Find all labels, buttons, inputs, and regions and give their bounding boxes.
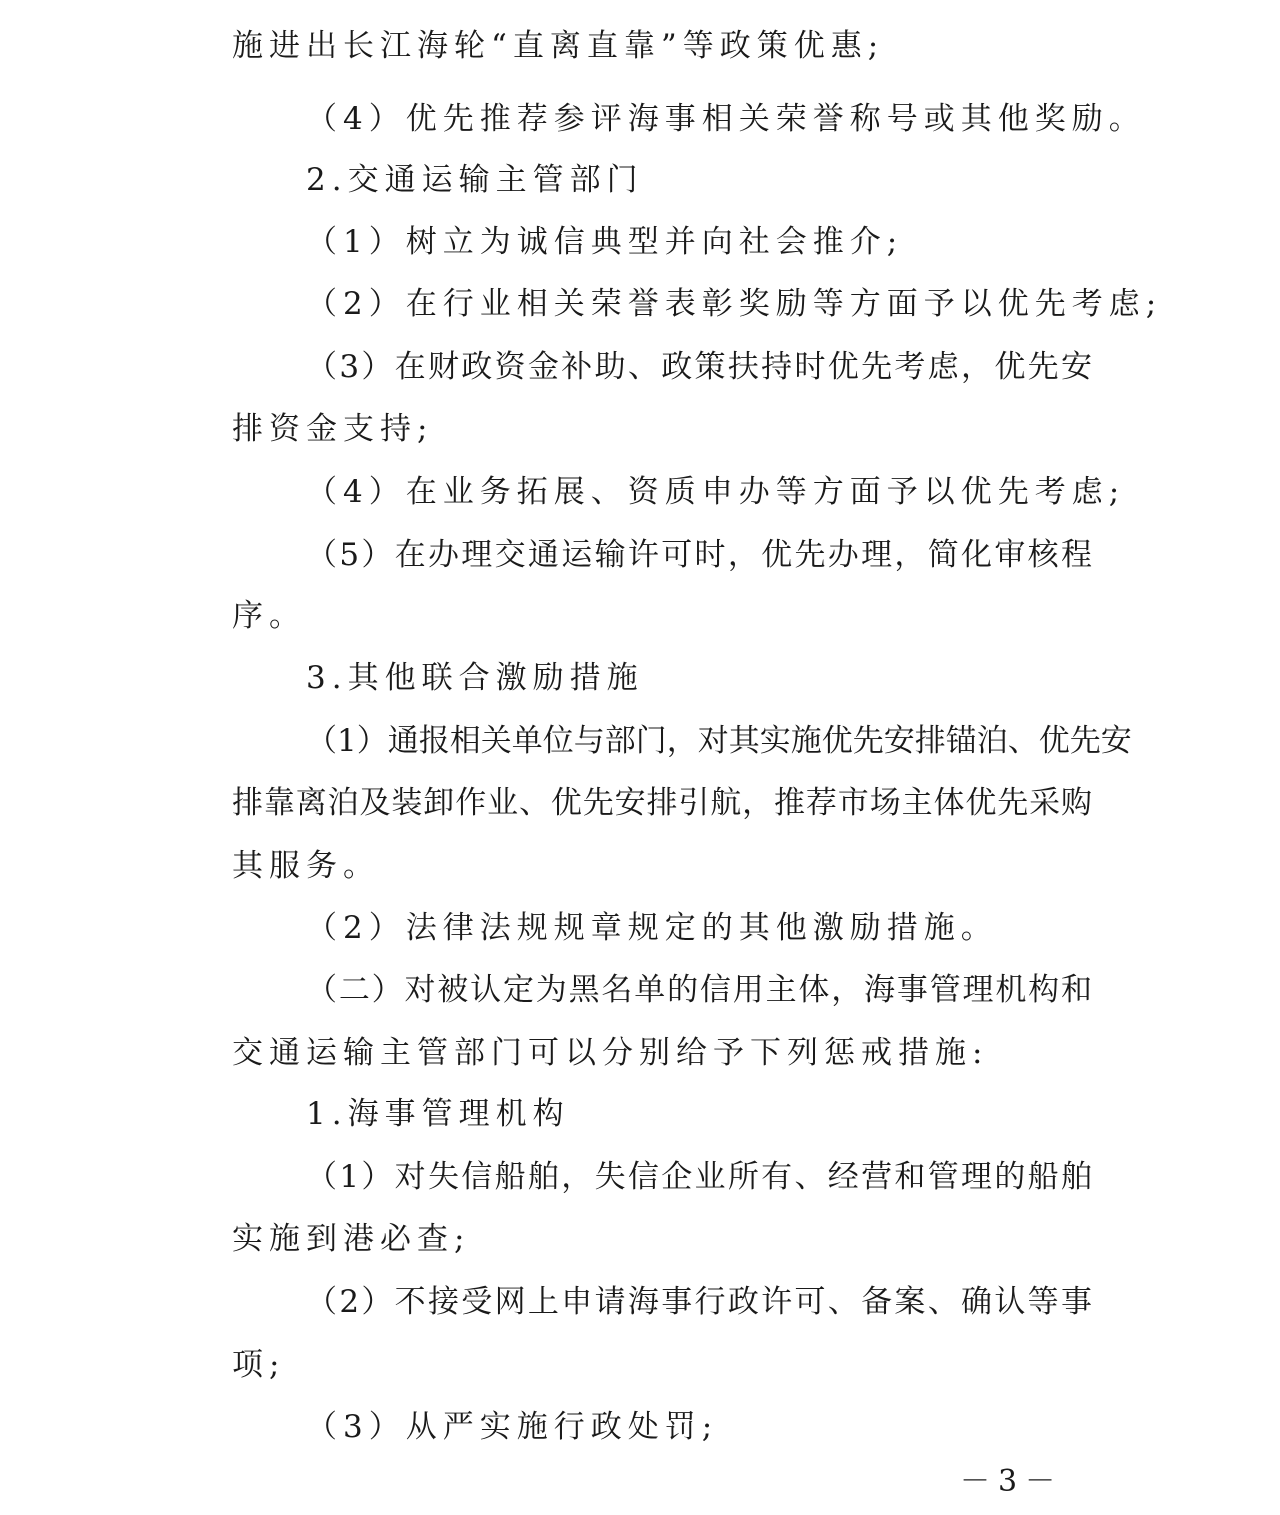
text-line: 其服务。 [232,848,380,884]
text-line: 排靠离泊及装卸作业、优先安排引航，推荐市场主体优先采购 [232,785,1092,821]
text-line: （4）优先推荐参评海事相关荣誉称号或其他奖励。 [306,101,1146,137]
text-line: （3）从严实施行政处罚; [306,1409,719,1445]
text-line: （1）通报相关单位与部门，对其实施优先安排锚泊、优先安 [306,723,1132,759]
text-line: （2）不接受网上申请海事行政许可、备案、确认等事 [306,1284,1092,1320]
text-line: 施进出长江海轮“直离直靠”等政策优惠; [232,28,885,64]
text-line: 项; [232,1347,286,1383]
section-heading: 3.其他联合激励措施 [306,660,644,696]
text-line: 排资金支持; [232,411,434,447]
section-heading: 1.海事管理机构 [306,1096,570,1132]
text-line: （二）对被认定为黑名单的信用主体，海事管理机构和 [306,972,1092,1008]
text-line: （2）法律法规规章规定的其他激励措施。 [306,910,998,946]
text-line: （1）对失信船舶，失信企业所有、经营和管理的船舶 [306,1159,1092,1195]
text-line: （3）在财政资金补助、政策扶持时优先考虑，优先安 [306,349,1092,385]
text-line: （2）在行业相关荣誉表彰奖励等方面予以优先考虑; [306,286,1163,322]
section-heading: 2.交通运输主管部门 [306,162,644,198]
text-line: 序。 [232,598,306,634]
text-line: （5）在办理交通运输许可时，优先办理，简化审核程 [306,537,1092,573]
text-line: 实施到港必查; [232,1221,471,1257]
text-line: 交通运输主管部门可以分别给予下列惩戒措施: [232,1035,989,1071]
text-line: （4）在业务拓展、资质申办等方面予以优先考虑; [306,474,1126,510]
text-line: （1）树立为诚信典型并向社会推介; [306,224,904,260]
page-number: －3－ [960,1464,1064,1499]
